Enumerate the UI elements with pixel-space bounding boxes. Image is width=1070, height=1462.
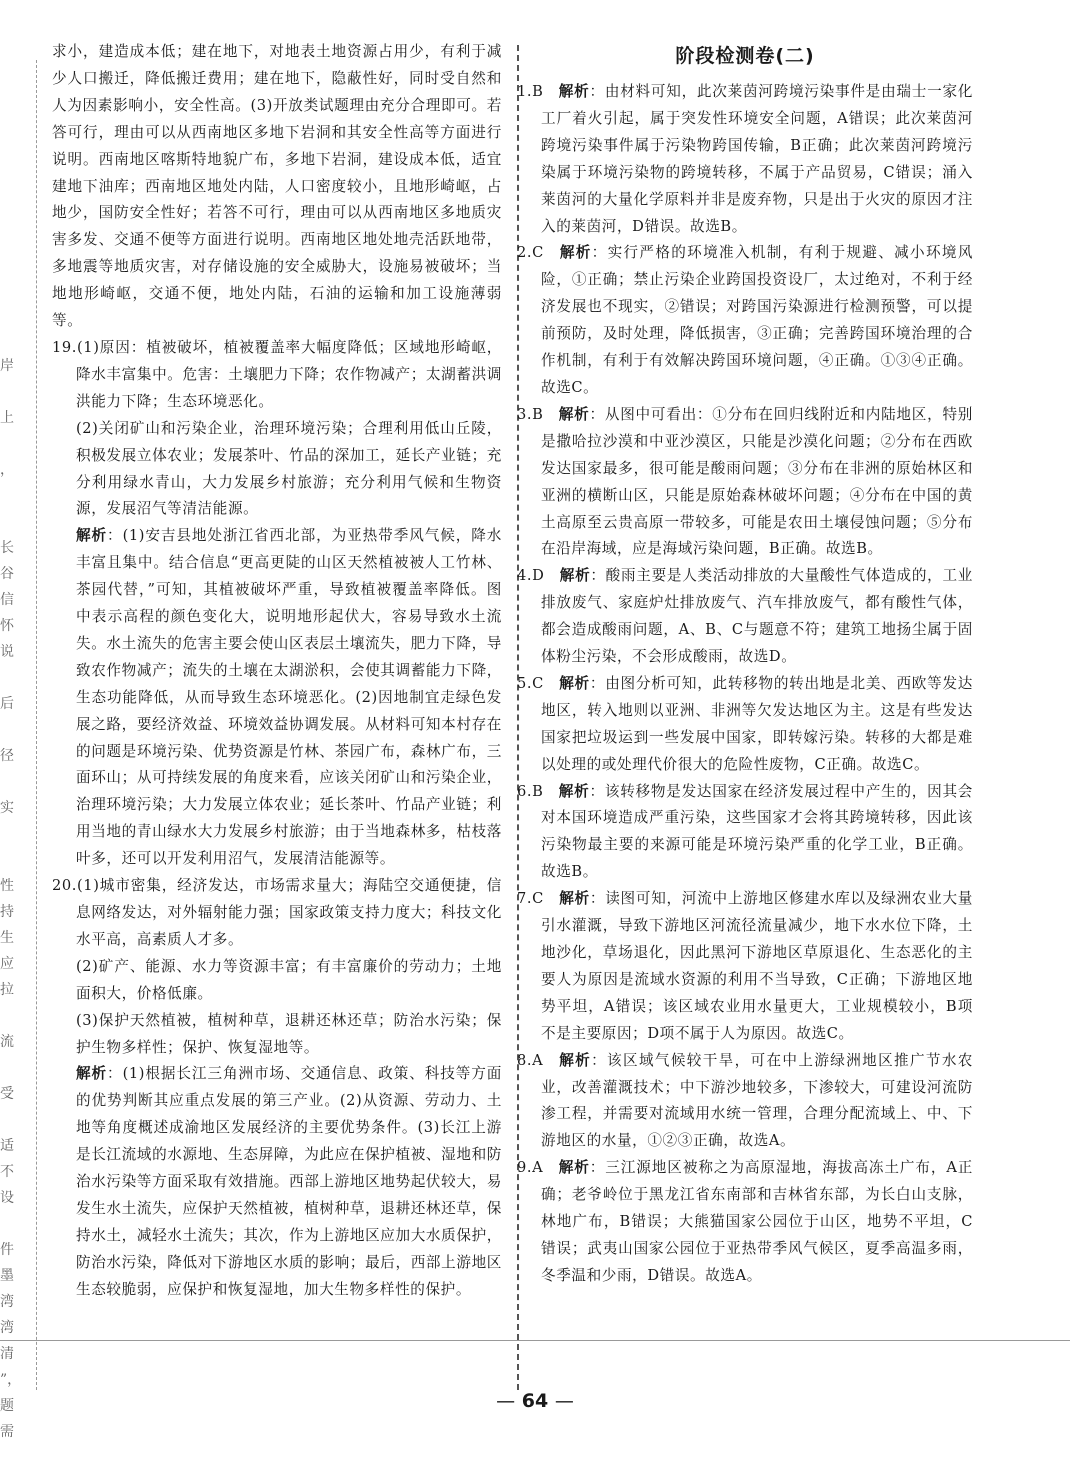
q19-answer-1-text: (1)原因：植被破坏，植被覆盖率大幅度降低；区域地形崎岖，降水丰富集中。危害：土壤肥力下降；农作物减产；太湖蓄洪调洪能力下降；生态环境恶化。 <box>76 338 502 410</box>
answer-item <box>517 1155 973 1290</box>
bleed-fragment <box>0 430 22 456</box>
answer-analysis-text: ：酸雨主要是人类活动排放的大量酸性气体造成的，工业排放废气、家庭炉灶排放废气、汽车排放废气，都有酸性气体，都会造成酸雨问题，A、B、C与题意不符；建筑工地扬尘属于固体粉尘污染，不会形成酸雨，故选D。 <box>541 567 973 666</box>
q19-answer-1 <box>52 335 502 416</box>
q19-analysis <box>52 523 502 873</box>
q19-analysis-text: ：(1)安吉县地处浙江省西北部，为亚热带季风气候，降水丰富且集中。结合信息“更高更陡的山区天然植被被人工竹林、茶园代替，”可知，其植被破坏严重，导致植被覆盖率降低。图中表示高程的颜色变化大，说明地形起伏大，容易导致水土流失。水土流失的危害主要会使山区表层土壤流失，肥力下降，导致农作物减产；流失的土壤在太湖淤积，会使其调蓄能力下降，生态功能降低，从而导致生态环境恶化。(2)因地制宜走绿色发展之路，要经济效益、环境效益协调发展。从材料可知本村存在的问题是环境污染、优势资源是竹林、茶园广布，森林广布，三面环山；从可持续发展的角度来看，应该关闭矿山和污染企业，治理环境污染；大力发展立体农业；延长茶叶、竹品产业链；利用当地的青山绿水大力发展乡村旅游；由于当地森林多，枯枝落叶多，还可以开发利用沼气，发展清洁能源等。 <box>76 527 503 868</box>
question-19 <box>52 335 502 873</box>
analysis-label: 解析 <box>76 527 108 545</box>
bleed-fragment: 长 <box>0 540 14 556</box>
bleed-fragment <box>0 300 22 326</box>
bleed-fragment <box>0 1054 22 1080</box>
bleed-fragment <box>0 326 22 352</box>
bleed-fragment: 怀 <box>0 618 14 634</box>
bleed-fragment: 题 <box>0 1398 14 1414</box>
answer-item <box>517 563 973 671</box>
bleed-fragment: 应 <box>0 956 14 972</box>
bleed-fragment: 岸 <box>0 358 14 374</box>
q19-number: 19. <box>52 338 78 356</box>
section-title: 阶段检测卷(二) <box>675 45 815 67</box>
bleed-fragment: 实 <box>0 800 14 816</box>
bleed-fragment <box>0 1002 22 1028</box>
bleed-fragment: ， <box>0 462 14 478</box>
bleed-fragment <box>0 144 22 170</box>
bleed-fragment: 不 <box>0 1164 14 1180</box>
analysis-label: 解析 <box>558 83 590 100</box>
answer-number: 9.A <box>517 1159 544 1177</box>
bleed-fragment: 拉 <box>0 982 14 998</box>
bleed-fragment <box>0 222 22 248</box>
answer-number: 2.C <box>517 244 544 262</box>
analysis-label: 解析 <box>76 1065 108 1083</box>
bleed-fragment <box>0 196 22 222</box>
bleed-fragment: 湾 <box>0 1320 14 1336</box>
bleed-fragment: 信 <box>0 592 14 608</box>
left-column <box>52 39 502 1304</box>
q20-answer-1 <box>52 873 502 954</box>
binding-stitch-line <box>36 60 37 1390</box>
answer-number: 8.A <box>517 1051 544 1069</box>
bleed-fragment <box>0 508 22 534</box>
answer-item <box>517 240 973 401</box>
answer-analysis-text: ：由图分析可知，此转移物的转出地是北美、西欧等发达地区，转入地则以亚洲、非洲等欠发达地区为主。这是有些发达国家把垃圾运到一些发展中国家，即转嫁污染。转移的大都是难以处理的或处理代价很大的危险性废物，C正确。故选C。 <box>541 674 973 773</box>
answer-item <box>517 402 973 563</box>
answer-number: 3.B <box>517 405 544 423</box>
page-number-dash-left: — <box>496 1390 516 1412</box>
bleed-fragment: 适 <box>0 1138 14 1154</box>
bleed-fragment <box>0 482 22 508</box>
analysis-label: 解析 <box>559 244 592 262</box>
bleed-fragment: 上 <box>0 410 14 426</box>
footer-rule <box>0 1340 1070 1341</box>
analysis-label: 解析 <box>558 1159 590 1177</box>
answer-item <box>517 1048 973 1156</box>
q19-answer-2: (2)关闭矿山和污染企业，治理环境污染；合理利用低山丘陵，积极发展立体农业；发展茶叶、竹品的深加工，延长产业链；充分利用绿水青山，大力发展乡村旅游；充分利用气候和生物资源，发展沼气等清洁能源。 <box>76 419 502 518</box>
answer-number: 4.D <box>517 567 545 585</box>
answer-analysis-text: ：三江源地区被称之为高原湿地，海拔高冻土广布，A正确；老爷岭位于黑龙江省东南部和吉林省东部，为长白山支脉，林地广布，B错误；大熊猫国家公园位于山区，地势不平坦，C错误；武夷山国家公园位于亚热带季风气候区，夏季高温多雨，冬季温和少雨，D错误。故选A。 <box>541 1159 974 1284</box>
answer-analysis-text: ：读图可知，河流中上游地区修建水库以及绿洲农业大量引水灌溉，导致下游地区河流径流量减少，地下水水位下降，土地沙化，草场退化，因此黑河下游地区草原退化、生态恶化的主要人为原因是流域水资源的利用不当导致，C正确；下游地区地势平坦，A错误；该区域农业用水量更大，工业规模较小，B项不是主要原因；D项不属于人为原因。故选C。 <box>541 890 973 1042</box>
analysis-label: 解析 <box>559 567 591 585</box>
bleed-fragment <box>0 846 22 872</box>
bleed-fragment <box>0 664 22 690</box>
bleed-fragment: 设 <box>0 1190 14 1206</box>
bleed-fragment <box>0 118 22 144</box>
q20-answer-3: (3)保护天然植被，植树种草，退耕还林还草；防治水污染；保护生物多样性；保护、恢复湿地等。 <box>76 1011 502 1056</box>
bleed-fragment: ”， <box>0 1372 22 1388</box>
answer-item <box>517 671 973 779</box>
bleed-fragment: 墨 <box>0 1268 14 1284</box>
bleed-fragment: 持 <box>0 904 14 920</box>
question-20 <box>52 873 502 1304</box>
bleed-fragment <box>0 274 22 300</box>
bleed-fragment <box>0 92 22 118</box>
bleed-fragment <box>0 40 22 66</box>
bleed-fragment <box>0 170 22 196</box>
q20-analysis-text: ：(1)根据长江三角洲市场、交通信息、政策、科技等方面的优势判断其应重点发展的第三产业。(2)从资源、劳动力、土地等角度概述成渝地区发展经济的主要优势条件。(3)长江上游是长江流域的水源地、生态屏障，为此应在保护植被、湿地和防治水污染等方面采取有效措施。西部上游地区地势起伏较大，易发生水土流失，应保护天然植被，植树种草，退耕还林还草，保持水土，减轻水土流失；其次，作为上游地区应加大水质保护，防治水污染，降低对下游地区水质的影响；最后，西部上游地区生态较脆弱，应保护和恢复湿地，加大生物多样性的保护。 <box>76 1065 503 1298</box>
q20-answer-1-text: (1)城市密集，经济发达，市场需求量大；海陆空交通便捷，信息网络发达，对外辐射能力强；国家政策支持力度大；科技文化水平高，高素质人才多。 <box>76 877 502 948</box>
answer-list <box>517 79 973 1290</box>
bleed-fragment: 受 <box>0 1086 14 1102</box>
bleed-fragment <box>0 820 22 846</box>
page-number-dash-right: — <box>554 1390 574 1412</box>
q20-answer-2: (2)矿产、能源、水力等资源丰富；有丰富廉价的劳动力；土地面积大，价格低廉。 <box>76 957 502 1002</box>
q20-analysis <box>52 1061 502 1303</box>
answer-analysis-text: ：从图中可看出：①分布在回归线附近和内陆地区，特别是撒哈拉沙漠和中亚沙漠区，只能是沙漠化问题；②分布在西欧发达国家最多，很可能是酸雨问题；③分布在非洲的原始林区和亚洲的横断山区，只能是原始森林破坏问题；④分布在中国的黄土高原至云贵高原一带较多，可能是农田土壤侵蚀问题；⑤分布在沿岸海域，应是海域污染问题，B正确。故选B。 <box>541 405 973 558</box>
continued-answer: 求小，建造成本低；建在地下，对地表土地资源占用少，有利于减少人口搬迁，降低搬迁费用；建在地下，隐蔽性好，同时受自然和人为因素影响小，安全性高。(3)开放类试题理由充分合理即可。若答可行，理由可以从西南地区多地下岩洞和其安全性高等方面进行说明。西南地区喀斯特地貌广布，多地下岩洞，建设成本低，适宜建地下油库；西南地区地处内陆，人口密度较小，且地形崎岖，占地少，国防安全性好；若答不可行，理由可以从西南地区多地质灾害多发、交通不便等方面进行说明。西南地区地处地壳活跃地带，多地震等地质灾害，对存储设施的安全威胁大，设施易被破坏；当地地形崎岖，交通不便，地处内陆，石油的运输和加工设施薄弱等。 <box>52 43 502 330</box>
bleed-fragment: 件 <box>0 1242 14 1258</box>
answer-number: 6.B <box>517 782 544 800</box>
bleed-fragment: 湾 <box>0 1294 14 1310</box>
bleed-fragment: 性 <box>0 878 14 894</box>
answer-analysis-text: ：该区域气候较干旱，可在中上游绿洲地区推广节水农业，改善灌溉技术；中下游沙地较多，下渗较大，可建设河流防渗工程，并需要对流域用水统一管理，合理分配流域上、中、下游地区的水量，①②③正确，故选A。 <box>541 1051 973 1150</box>
answer-number: 7.C <box>517 890 544 908</box>
answer-item <box>517 79 973 240</box>
analysis-label: 解析 <box>558 1051 592 1069</box>
bleed-fragment: 流 <box>0 1034 14 1050</box>
bleed-fragment: 后 <box>0 696 14 712</box>
right-column <box>517 39 973 1290</box>
answer-analysis-text: ：该转移物是发达国家在经济发展过程中产生的，因其会对本国环境造成严重污染，这些国家才会将其跨境转移，因此该污染物最主要的来源可能是环境污染严重的化学工业，B正确。故选B。 <box>541 782 973 881</box>
analysis-label: 解析 <box>559 674 590 692</box>
bleed-fragment: 清 <box>0 1346 14 1362</box>
bleed-fragment: 谷 <box>0 566 14 582</box>
bleed-fragment <box>0 716 22 742</box>
bleed-fragment: 需 <box>0 1424 14 1440</box>
answer-analysis-text: ：实行严格的环境准入机制，有利于规避、减小环境风险，①正确；禁止污染企业跨国投资设厂，太过绝对，不利于经济发展也不现实，②错误；对跨国污染源进行检测预警，可以提前预防，及时处理，降低损害，③正确；完善跨国环境治理的合作机制，有利于有效解决跨国环境问题，④正确。①③④正确。故选C。 <box>541 244 974 396</box>
analysis-label: 解析 <box>558 782 590 800</box>
bleed-fragment: 径 <box>0 748 14 764</box>
page-number <box>0 1390 1070 1412</box>
page-number-value: 64 <box>521 1390 549 1412</box>
bleed-fragment <box>0 768 22 794</box>
bleed-fragment <box>0 1210 22 1236</box>
bleed-fragment: 生 <box>0 930 14 946</box>
answer-number: 1.B <box>517 83 544 100</box>
bleed-fragment <box>0 378 22 404</box>
q20-number: 20. <box>52 877 78 895</box>
bleed-fragment <box>0 248 22 274</box>
analysis-label: 解析 <box>558 405 590 423</box>
bleed-fragment <box>0 66 22 92</box>
answer-number: 5.C <box>517 674 544 692</box>
facing-page-bleed <box>0 40 22 1444</box>
bleed-fragment <box>0 1106 22 1132</box>
answer-item <box>517 886 973 1047</box>
answer-item <box>517 779 973 887</box>
answer-analysis-text: ：由材料可知，此次莱茵河跨境污染事件是由瑞士一家化工厂着火引起，属于突发性环境安全问题，A错误；此次莱茵河跨境污染事件属于污染物跨国传输，B正确；此次莱茵河跨境污染属于环境污染物的跨境转移，不属于产品贸易，C错误；涌入莱茵河的大量化学原料并非是废弃物，只是出于火灾的原因才注入的莱茵河，D错误。故选B。 <box>541 83 973 235</box>
bleed-fragment: 说 <box>0 644 14 660</box>
analysis-label: 解析 <box>559 890 590 908</box>
